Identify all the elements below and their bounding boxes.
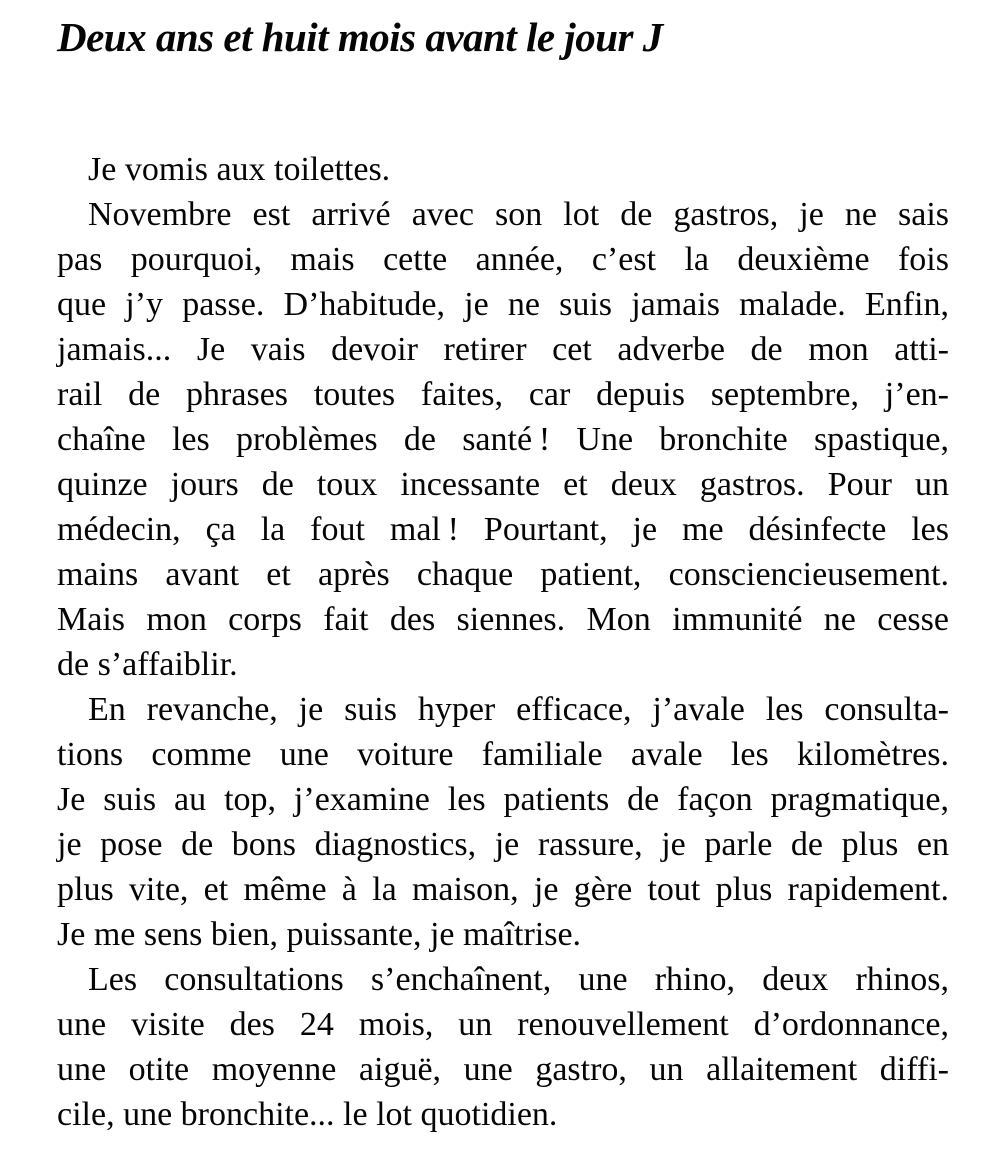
text-line: que j’y passe. D’habitude, je ne suis jamais malade. Enfin, [57,286,949,323]
text-line: Les consultations s’enchaînent, une rhino, deux rhinos, [88,961,949,998]
text-line: En revanche, je suis hyper efficace, j’avale les consulta- [88,691,949,728]
paragraph [57,192,949,687]
paragraph [57,147,949,192]
text-line: quinze jours de toux incessante et deux gastros. Pour un [57,466,949,503]
text-line: tions comme une voiture familiale avale les kilomètres. [57,736,949,773]
text-line: pas pourquoi, mais cette année, c’est la deuxième fois [57,241,949,278]
text-line: une otite moyenne aiguë, une gastro, un allaitement diffi- [57,1051,949,1088]
text-line: médecin, ça la fout mal ! Pourtant, je me désinfecte les [57,511,949,548]
body-text [57,147,949,1137]
text-line: mains avant et après chaque patient, consciencieusement. [57,556,949,593]
text-line: une visite des 24 mois, un renouvellement d’ordonnance, [57,1006,949,1043]
paragraph [57,687,949,957]
text-line: Je suis au top, j’examine les patients de façon pragmatique, [57,781,949,818]
text-line: Je vomis aux toilettes. [88,151,391,188]
text-line: Je me sens bien, puissante, je maîtrise. [57,916,582,953]
text-line: plus vite, et même à la maison, je gère tout plus rapidement. [57,871,949,908]
text-line: rail de phrases toutes faites, car depuis septembre, j’en- [57,376,949,413]
text-line: je pose de bons diagnostics, je rassure, je parle de plus en [57,826,949,863]
book-page [0,7,1006,1167]
chapter-title: Deux ans et huit mois avant le jour J [57,14,663,60]
text-line: jamais... Je vais devoir retirer cet adverbe de mon atti- [57,331,949,368]
text-line: cile, une bronchite... le lot quotidien. [57,1096,558,1133]
text-line: Mais mon corps fait des siennes. Mon immunité ne cesse [57,601,949,638]
text-line: de s’affaiblir. [57,646,238,683]
text-line: chaîne les problèmes de santé ! Une bronchite spastique, [57,421,949,458]
paragraph [57,957,949,1137]
text-line: Novembre est arrivé avec son lot de gastros, je ne sais [88,196,949,233]
